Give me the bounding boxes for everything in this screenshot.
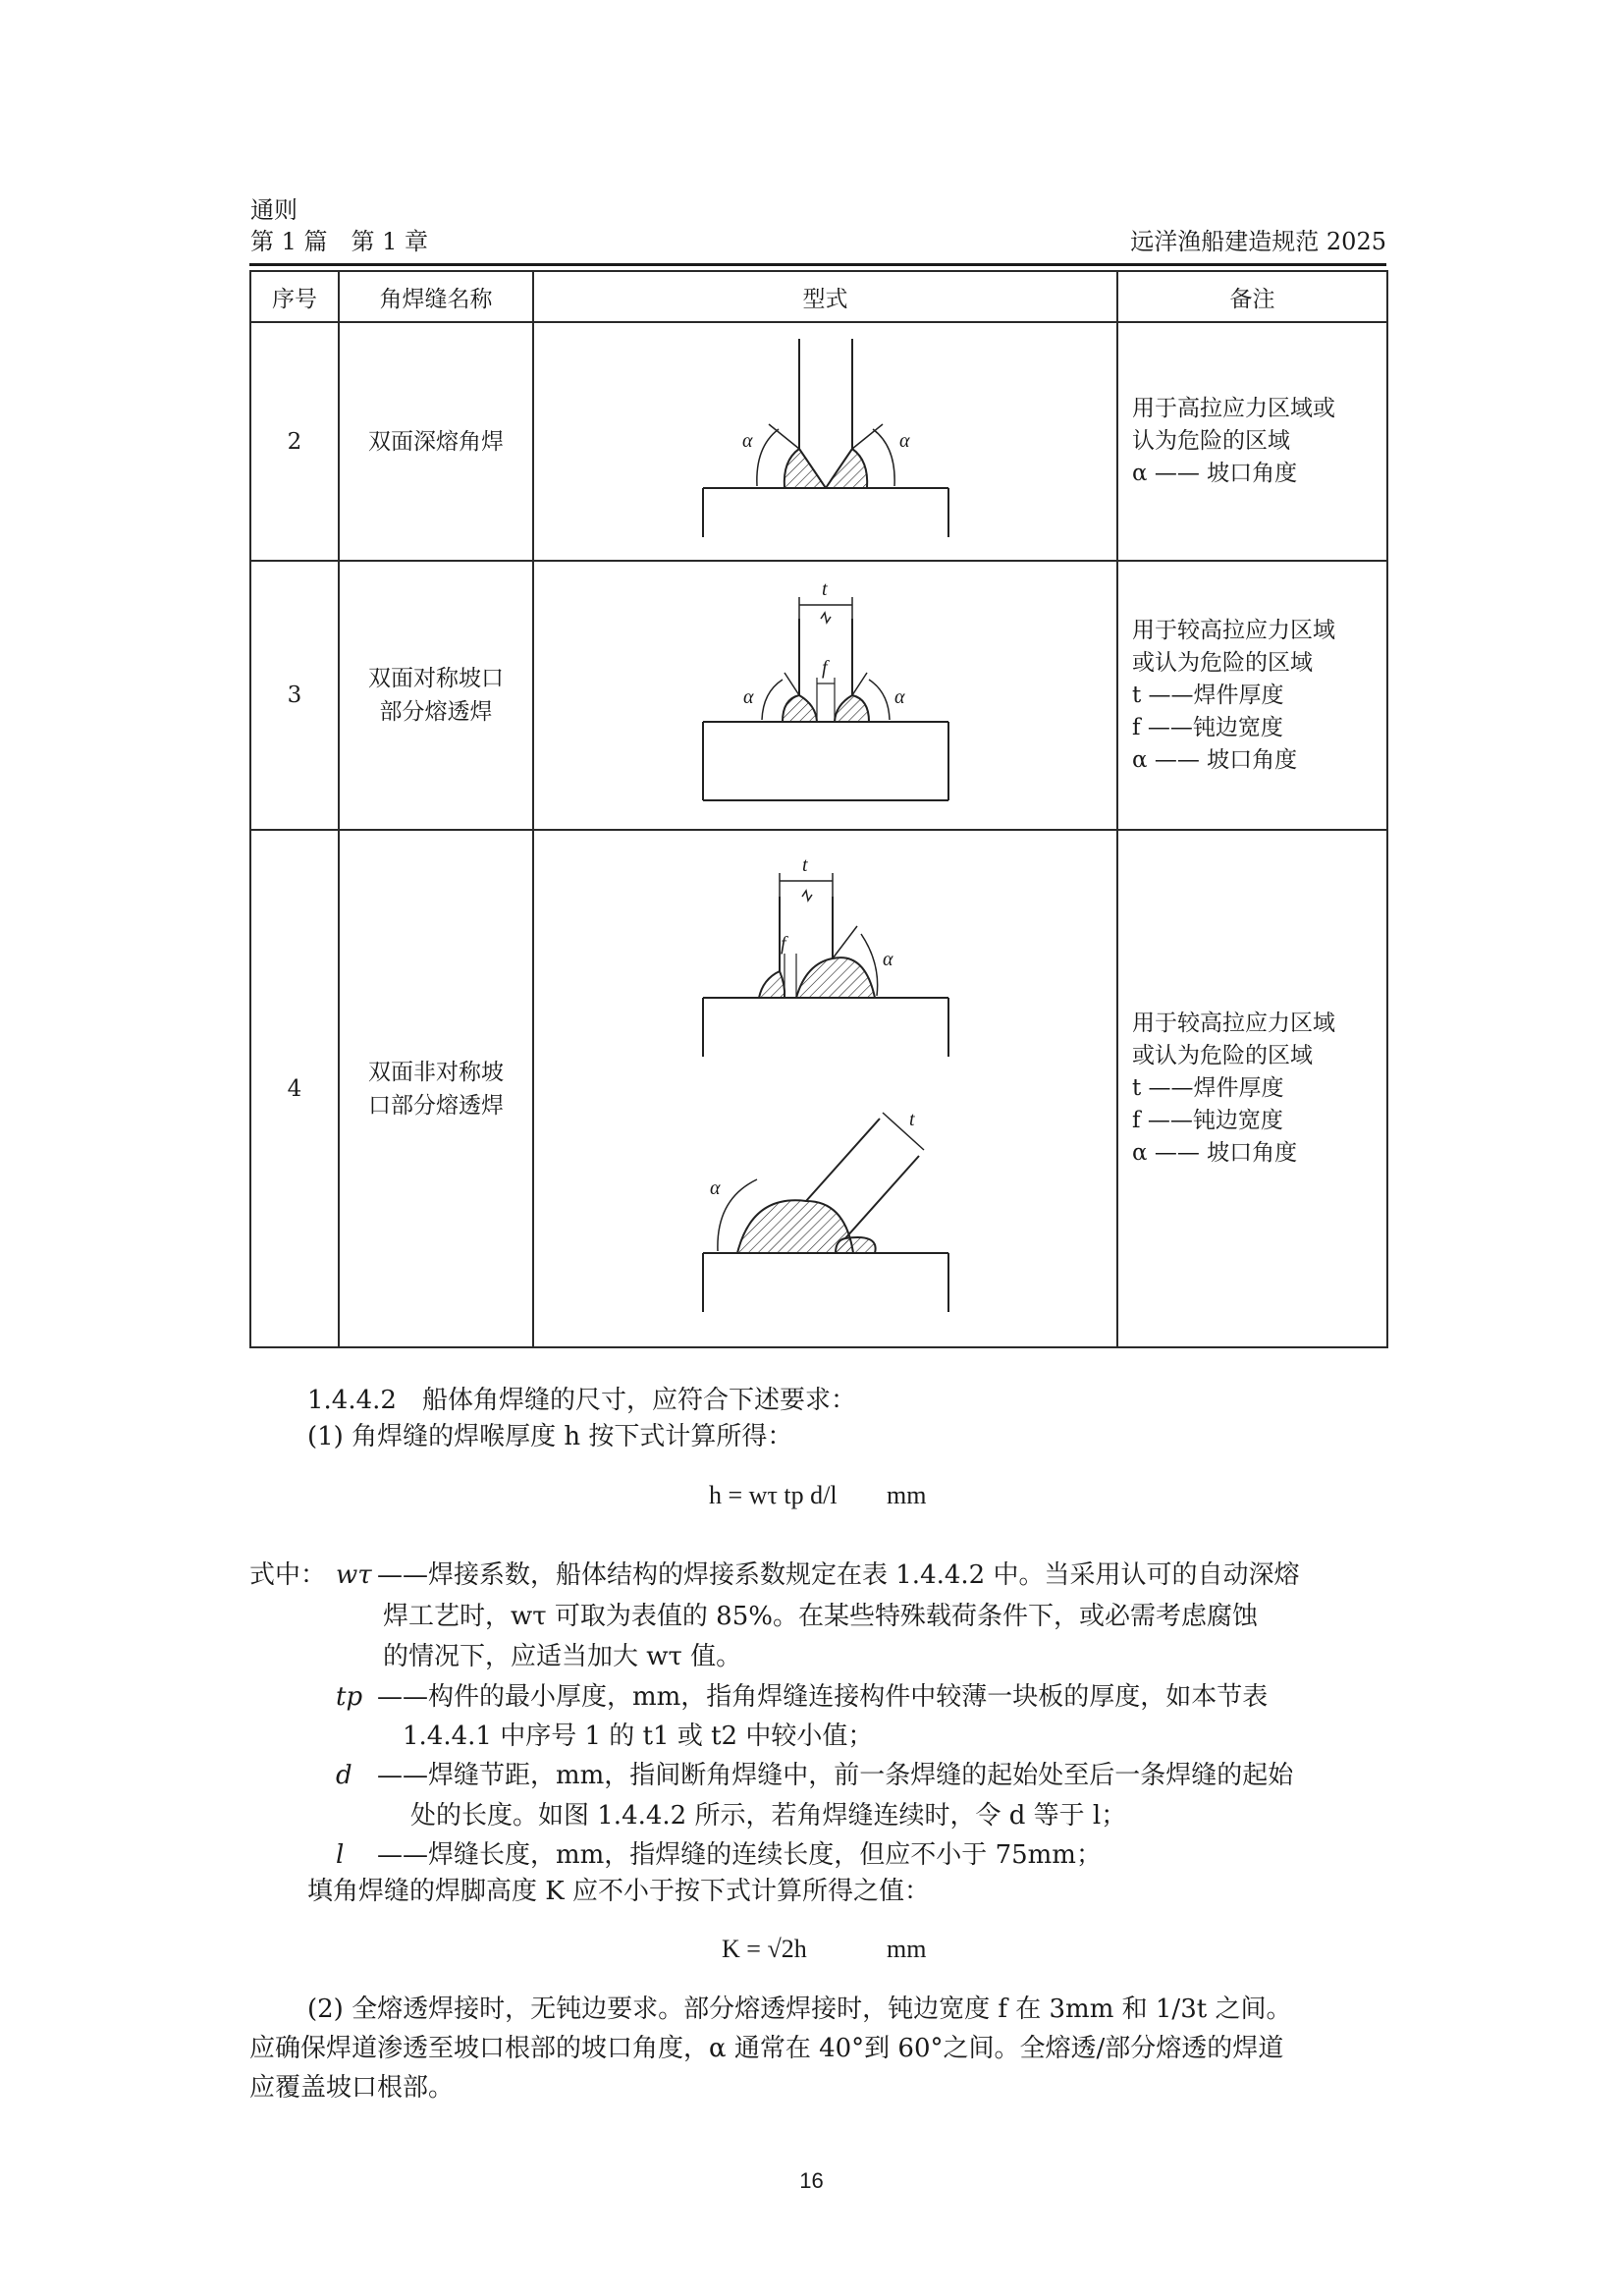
note-line: 认为危险的区域: [1132, 428, 1290, 454]
note-line: f ——钝边宽度: [1132, 714, 1283, 740]
note-line: 用于高拉应力区域或: [1132, 396, 1335, 421]
leg-formula: K = √2h: [722, 1935, 807, 1963]
running-head-section: 通则: [250, 196, 298, 224]
f-label: f: [821, 657, 828, 679]
alpha-label: α: [893, 686, 904, 708]
l-definition: ——焊缝长度，mm，指焊缝的连续长度，但应不小于 75mm；: [377, 1840, 1102, 1870]
note-line: f ——钝边宽度: [1132, 1108, 1283, 1133]
weld-notes: [1117, 322, 1387, 561]
header-rule: [249, 263, 1386, 266]
weld-name-line: 双面非对称坡: [368, 1059, 504, 1085]
tp-definition: 1.4.4.1 中序号 1 的 t1 或 t2 中较小值；: [403, 1722, 874, 1751]
row-no: 4: [250, 830, 339, 1347]
double-asymmetric-bevel-figures: [698, 855, 953, 1317]
item-2: 应确保焊道渗透至坡口根部的坡口角度，α 通常在 40°到 60°之间。全熔透/部分熔透的焊道: [249, 2034, 1284, 2063]
k-intro: 填角焊缝的焊脚高度 K 应不小于按下式计算所得之值：: [307, 1877, 930, 1906]
col-header-notes: 备注: [1117, 271, 1387, 322]
note-line: t ——焊件厚度: [1132, 1075, 1284, 1101]
weld-name: [339, 830, 533, 1347]
throat-formula-unit: mm: [887, 1481, 927, 1509]
table-row: [250, 830, 1387, 1347]
d-symbol: d: [336, 1761, 352, 1790]
note-line: 或认为危险的区域: [1132, 1043, 1313, 1068]
tp-symbol: tp: [336, 1682, 363, 1712]
weld-name: [339, 322, 533, 561]
d-definition: 处的长度。如图 1.4.4.2 所示，若角焊缝连续时，令 d 等于 l；: [410, 1801, 1127, 1831]
f-label: f: [780, 932, 786, 955]
l-symbol: l: [336, 1840, 345, 1870]
table-header-row: [250, 271, 1387, 322]
weld-name-line: 部分熔透焊: [379, 699, 493, 725]
running-head-part-chapter: 第 1 篇 第 1 章: [250, 228, 429, 255]
note-line: 用于较高拉应力区域: [1132, 617, 1335, 643]
throat-formula: h = wτ tp d/l: [709, 1481, 838, 1509]
note-line: 用于较高拉应力区域: [1132, 1011, 1335, 1036]
alpha-label: α: [882, 948, 893, 970]
table-row: [250, 322, 1387, 561]
note-line: t ——焊件厚度: [1132, 682, 1284, 708]
alpha-label: α: [742, 686, 753, 708]
item-2: (2) 全熔透焊接时，无钝边要求。部分熔透焊接时，钝边宽度 f 在 3mm 和 1/3t 之间。: [307, 1995, 1292, 2024]
w-symbol: wτ: [336, 1560, 372, 1590]
note-line: α —— 坡口角度: [1132, 461, 1298, 486]
t-label: t: [908, 1108, 915, 1130]
col-header-no: 序号: [250, 271, 339, 322]
fillet-weld-table: [249, 270, 1388, 1348]
alpha-label: α: [709, 1176, 720, 1199]
double-symmetric-bevel-figure: [698, 579, 953, 805]
weld-figure-cell: [533, 561, 1117, 830]
weld-name: [339, 561, 533, 830]
col-header-name: 角焊缝名称: [339, 271, 533, 322]
running-head-book-title: 远洋渔船建造规范 2025: [1130, 228, 1386, 255]
leg-formula-unit: mm: [887, 1935, 927, 1963]
alpha-label: α: [898, 429, 909, 452]
weld-notes: [1117, 561, 1387, 830]
weld-figure-cell: [533, 322, 1117, 561]
item-2: 应覆盖坡口根部。: [249, 2073, 455, 2103]
col-header-type: 型式: [533, 271, 1117, 322]
note-line: α —— 坡口角度: [1132, 746, 1298, 773]
t-label: t: [821, 579, 828, 600]
w-definition: ——焊接系数，船体结构的焊接系数规定在表 1.4.4.2 中。当采用认可的自动深熔: [377, 1560, 1300, 1590]
alpha-label: α: [741, 429, 752, 452]
row-no: 2: [250, 322, 339, 561]
weld-name-line: 双面深熔角焊: [368, 428, 504, 455]
item-1: (1) 角焊缝的焊喉厚度 h 按下式计算所得：: [307, 1422, 793, 1451]
t-label: t: [801, 854, 808, 876]
double-deep-penetration-fillet-figure: [698, 331, 953, 547]
note-line: α —— 坡口角度: [1132, 1140, 1298, 1166]
table-row: [250, 561, 1387, 830]
w-definition: 的情况下，应适当加大 wτ 值。: [383, 1642, 742, 1671]
d-definition: ——焊缝节距，mm，指间断角焊缝中，前一条焊缝的起始处至后一条焊缝的起始: [377, 1761, 1294, 1790]
weld-name-line: 双面对称坡口: [368, 666, 504, 691]
where-prefix: 式中：: [249, 1560, 327, 1590]
tp-definition: ——构件的最小厚度，mm，指角焊缝连接构件中较薄一块板的厚度，如本节表: [377, 1682, 1269, 1712]
note-line: 或认为危险的区域: [1132, 649, 1313, 676]
page-number: 16: [799, 2168, 824, 2193]
weld-name-line: 口部分熔透焊: [368, 1092, 504, 1119]
weld-figure-cell: [533, 830, 1117, 1347]
clause-heading: 1.4.4.2 船体角焊缝的尺寸，应符合下述要求：: [307, 1386, 856, 1415]
weld-notes: [1117, 830, 1387, 1347]
w-definition: 焊工艺时，wτ 可取为表值的 85%。在某些特殊载荷条件下，或必需考虑腐蚀: [383, 1602, 1258, 1631]
row-no: 3: [250, 561, 339, 830]
